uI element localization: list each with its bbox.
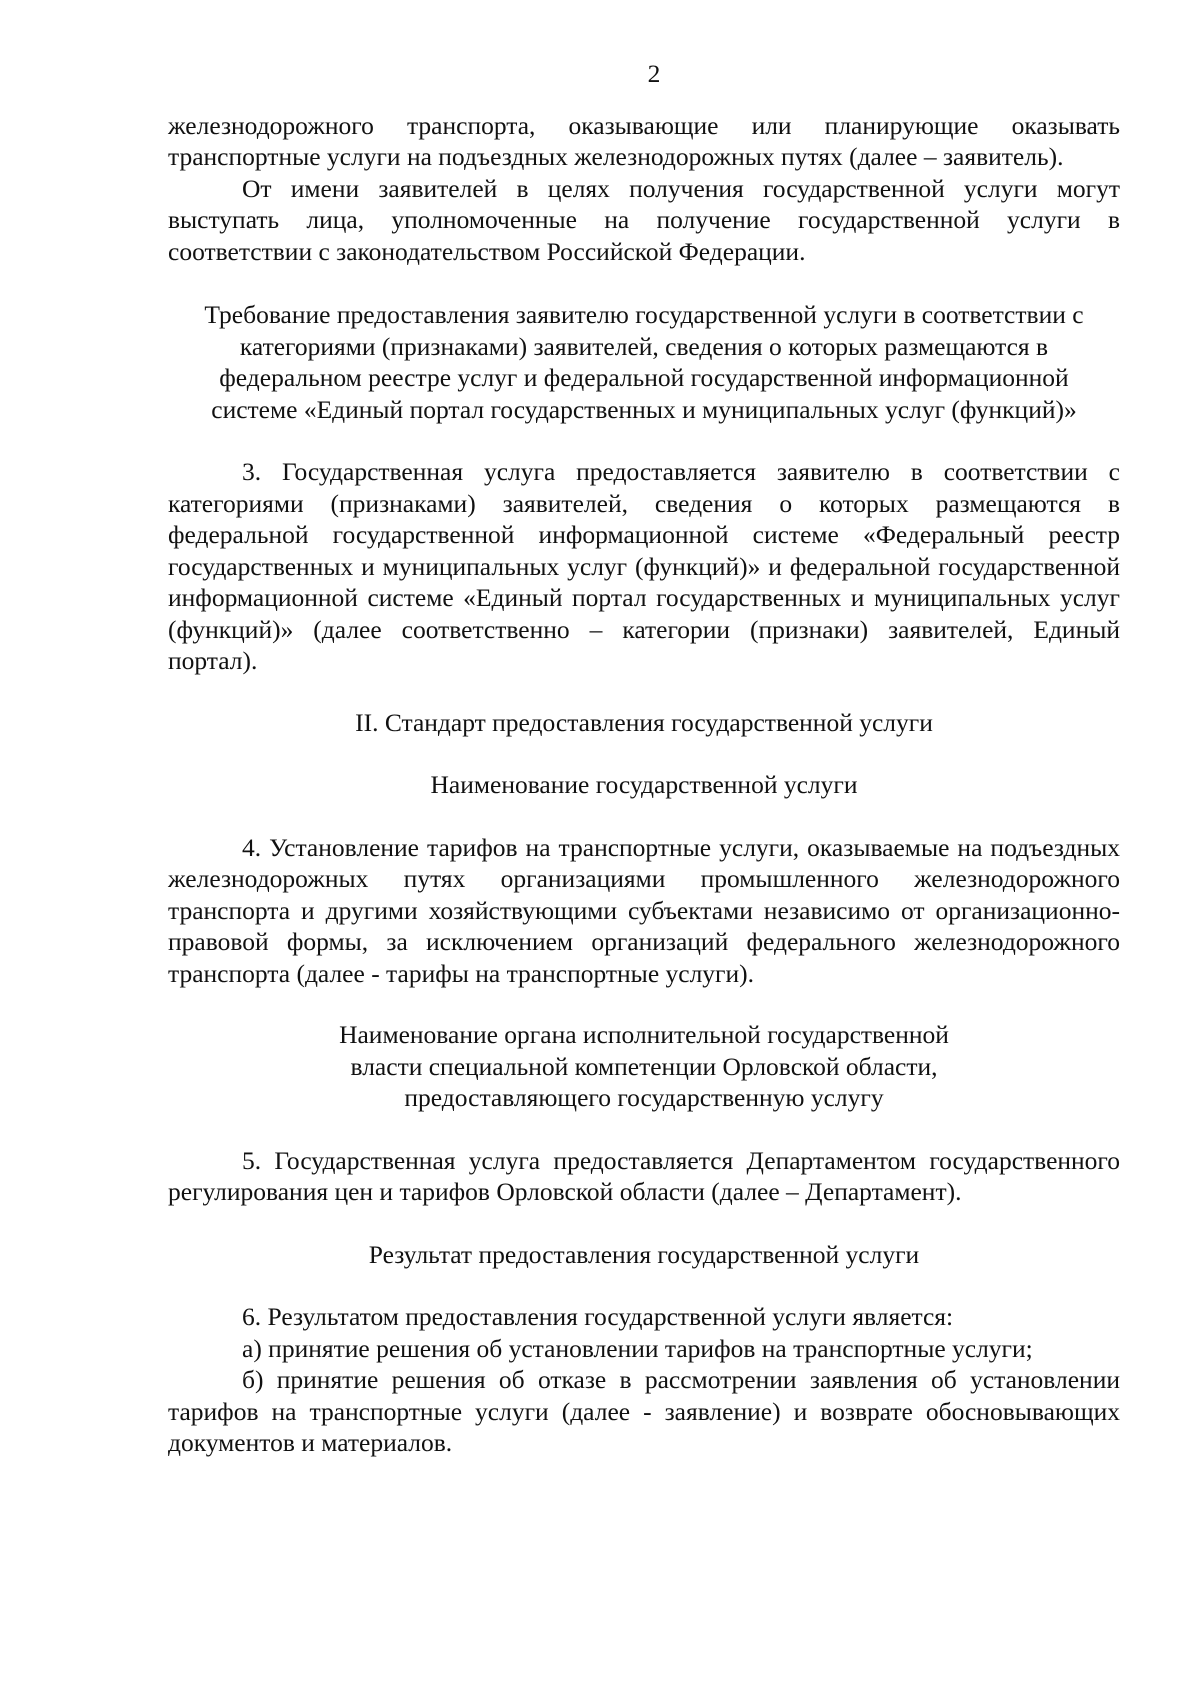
heading-line: системе «Единый портал государственных и муниципальных услуг (функций)»	[211, 394, 1077, 424]
clause-3: 3. Государственная услуга предоставляется заявителю в соответствии с категориями (признаками) заявителей, сведения о которых размещаются в федеральной государственной информационной системе «Федеральный реестр государственных и муниципальных услуг (функций)» и федеральной государственной информационной системе «Единый портал государственных и муниципальных услуг (функций)» (далее соответственно – категории (признаки) заявителей, Единый портал).	[168, 457, 1120, 675]
clause-4: 4. Установление тарифов на транспортные услуги, оказываемые на подъездных железнодорожных путях организациями промышленного железнодорожного транспорта и другими хозяйствующими субъектами независимо от организационно-правовой формы, за исключением организаций федерального железнодорожного транспорта (далее - тарифы на транспортные услуги).	[168, 832, 1120, 988]
intro-paragraph-continued: железнодорожного транспорта, оказывающие или планирующие оказывать транспортные услуги на подъездных железнодорожных путях (далее – заявитель).	[168, 110, 1120, 171]
subheading-authority	[168, 1019, 1120, 1114]
section-heading-requirement	[168, 299, 1120, 425]
intro-paragraph-representatives: От имени заявителей в целях получения государственной услуги могут выступать лица, уполномоченные на получение государственной услуги в соответствии с законодательством Российской Федерации.	[168, 173, 1120, 266]
section-heading-standard: II. Стандарт предоставления государственной услуги	[355, 707, 933, 737]
heading-line: Требование предоставления заявителю государственной услуги в соответствии с	[204, 300, 1084, 329]
page-number: 2	[647, 59, 661, 88]
clause-6-intro: 6. Результатом предоставления государственной услуги является:	[242, 1302, 954, 1331]
heading-line: федеральном реестре услуг и федеральной государственной информационной	[219, 363, 1069, 392]
subheading-result: Результат предоставления государственной услуги	[368, 1239, 920, 1269]
heading-line: предоставляющего государственную услугу	[404, 1083, 884, 1112]
heading-line: категориями (признаками) заявителей, сведения о которых размещаются в	[239, 331, 1049, 361]
clause-6-a: а) принятие решения об установлении тарифов на транспортные услуги;	[242, 1333, 1033, 1363]
clause-5: 5. Государственная услуга предоставляется Департаментом государственного регулирования цен и тарифов Орловской области (далее – Департамент).	[168, 1145, 1120, 1206]
subheading-service-name: Наименование государственной услуги	[430, 770, 858, 799]
clause-6-b: б) принятие решения об отказе в рассмотрении заявления об установлении тарифов на транспортные услуги (далее - заявление) и возврате обосновывающих документов и материалов.	[168, 1365, 1120, 1457]
document-page	[168, 58, 1120, 1459]
heading-line: Наименование органа исполнительной государственной	[339, 1020, 949, 1049]
heading-line: власти специальной компетенции Орловской области,	[350, 1051, 938, 1081]
